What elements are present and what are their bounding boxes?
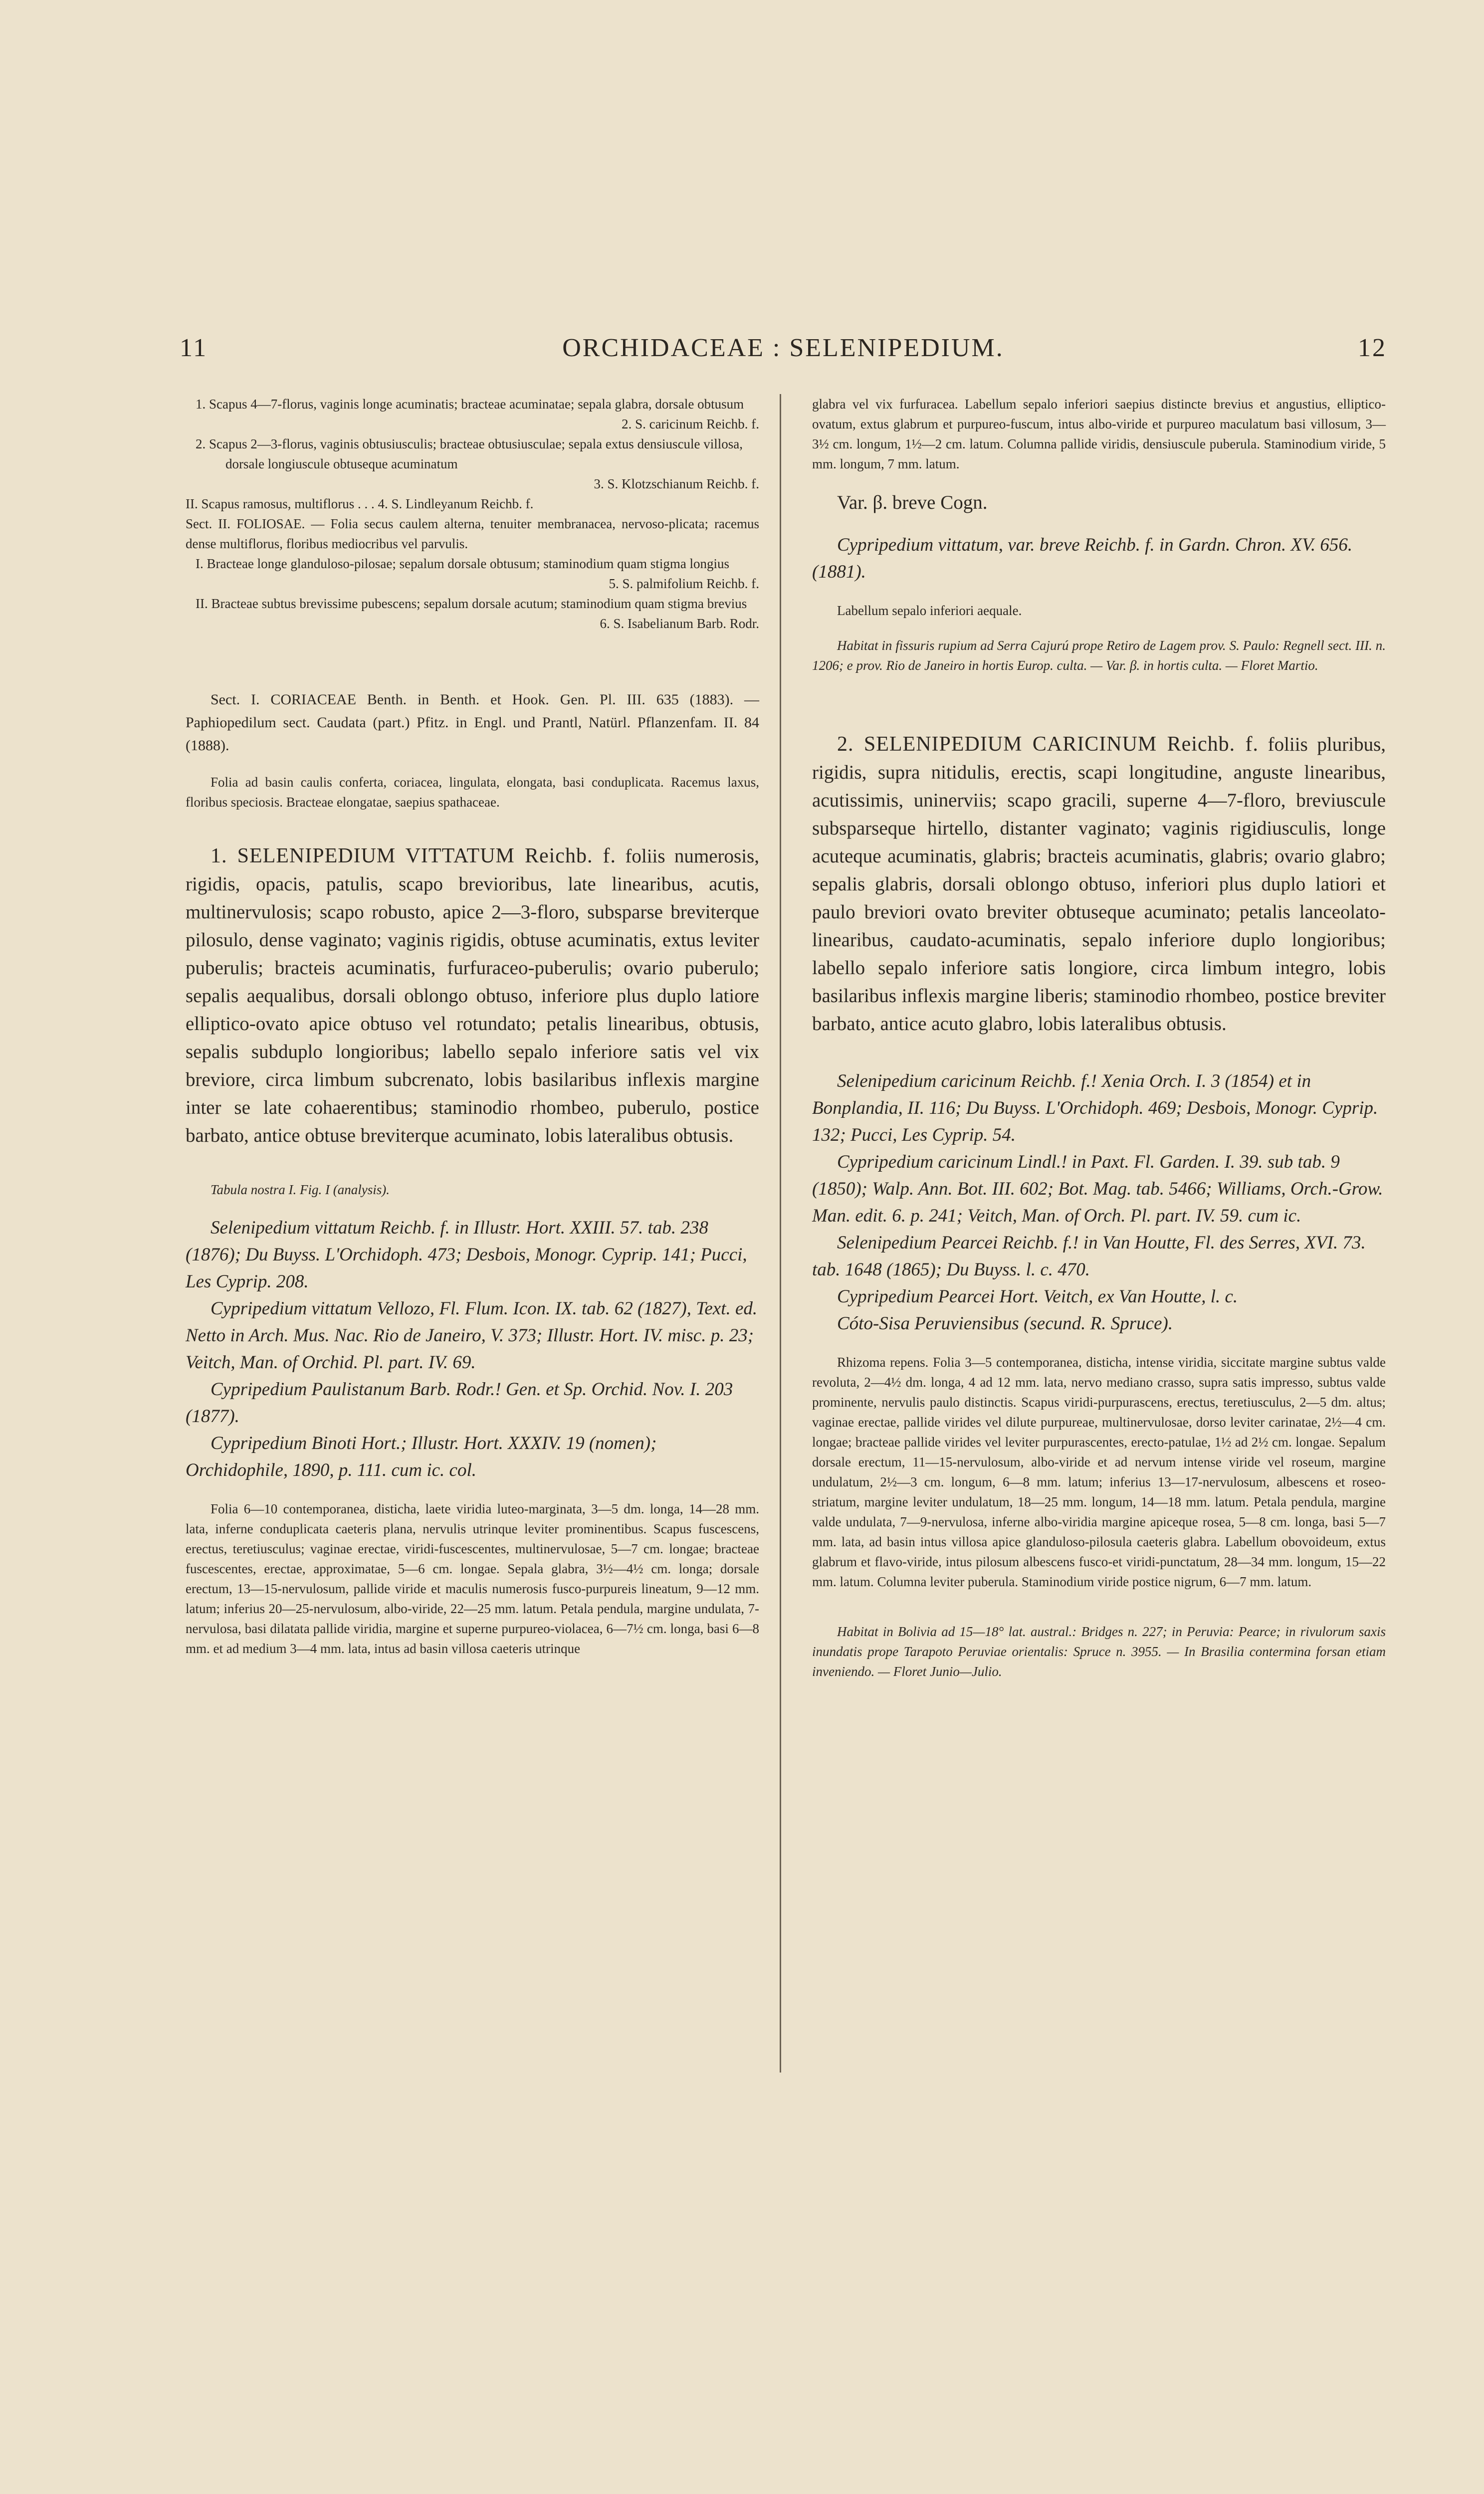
morphology-description: Folia 6—10 contemporanea, disticha, laete viridia luteo-marginata, 3—5 dm. longa, 14—28 mm. lata, inferne conduplicata caeteris plana, nervulis utrinque leviter prominentibus. Scapus fuscescens, erectus, teretiusculus; vaginae erectae, viridi-fuscescentes, multinervulosae, 5—7 cm. longae; bracteae fuscescentes, erectae, approximatae, 5—6 cm. longae. Sepala glabra, 3½—4½ cm. longa; dorsale erectum, 13—15-nervulosum, pallide viride et maculis numerosis fusco-purpureis lineatum, 9—12 mm. latum; inferius 20—25-nervulosum, albo-viride, 22—25 mm. latum. Petala pendula, margine undulata, 7-nervulosa, basi dilatata pallide viridia, margine et superne purpureo-violacea, 6—7½ cm. longa, basi 6—8 mm. et ad medium 3—4 mm. lata, intus ad basin villosa caeteris utrinque xyxy=(186,1501,759,1656)
running-title: ORCHIDACEAE : SELENIPEDIUM. xyxy=(562,334,1004,362)
synonym: Cypripedium Pearcei Hort. Veitch, ex Van Houtte, l. c. xyxy=(837,1286,1238,1307)
right-column xyxy=(812,394,1386,1681)
column-divider xyxy=(780,394,781,2073)
key-entry: II. Scapus ramosus, multiflorus . . . 4. S. Lindleyanum Reichb. f. xyxy=(186,496,534,511)
morphology-description: Rhizoma repens. Folia 3—5 contemporanea, disticha, intense viridia, siccitate margine subtus valde revoluta, 2—4½ dm. longa, 4 ad 12 mm. lata, nervo mediano crasso, supra satis impresso, subtus valde prominente, nervulis paulo distinctis. Scapus viridi-purpurascens, erectus, teretiusculus, 2—5 dm. altus; vaginae erectae, pallide virides vel dilute purpureae, multinervulosae, dorso leviter carinatae, 2½—4 cm. longae; bracteae pallide virides vel leviter purpurascentes, erecto-patulae, 1½ ad 2½ cm. longae. Sepalum dorsale erectum, 11—15-nervulosum, albo-viride et ad nervum intense viride vel roseum, margine undulatum, 2½—3 cm. longum, 6—8 mm. latum; inferius 13—17-nervulosum, albescens et roseo-striatum, margine leviter undulatum, 18—25 mm. longum, 14—18 mm. latum. Petala pendula, margine valde undulata, 7—9-nervulosa, inferne albo-viridia margine apiceque rosea, 5—8 cm. longa, basi 5—7 mm. lata, ad basin intus villosa apice glanduloso-pilosula caeteris glabra. Labellum obovoideum, extus glabrum et flavo-viride, intus pilosum albescens fusco-et viridi-punctatum, 28—34 mm. longum, 15—22 mm. latum. Columna leviter puberula. Staminodium viride postice nigrum, 6—7 mm. latum. xyxy=(812,1355,1386,1589)
left-column xyxy=(186,394,759,1659)
key-entry: I. Bracteae longe glanduloso-pilosae; sepalum dorsale obtusum; staminodium quam stigma longius xyxy=(196,556,730,571)
variety-synonym: Cypripedium vittatum, var. breve Reichb. f. in Gardn. Chron. XV. 656. (1881). xyxy=(812,535,1353,582)
section-foliosae: Sect. II. FOLIOSAE. — Folia secus caulem alterna, tenuiter membranacea, nervoso-plicata; racemus dense multiflorus, floribus mediocribus vel parvulis. xyxy=(186,516,759,551)
section-coriaceae: Sect. I. CORIACEAE Benth. in Benth. et Hook. Gen. Pl. III. 635 (1883). — Paphiopedilum sect. Caudata (part.) Pfitz. in Engl. und Prantl, Natürl. Pflanzenfam. II. 84 (1888). xyxy=(186,691,759,754)
plate-reference: Tabula nostra I. Fig. I (analysis). xyxy=(211,1182,390,1197)
key-species: 3. S. Klotzschianum Reichb. f. xyxy=(594,476,759,491)
synonym: Cypripedium caricinum Lindl.! in Paxt. Fl. Garden. I. 39. sub tab. 9 (1850); Walp. Ann. Bot. III. 602; Bot. Mag. tab. 5466; Williams, Orch.-Grow. Man. edit. 6. p. 241; Veitch, Man. of Orch. Pl. part. IV. 59. cum ic. xyxy=(812,1152,1383,1226)
page-number-left: 11 xyxy=(180,334,208,362)
key-species: 2. S. caricinum Reichb. f. xyxy=(622,416,759,431)
synonym: Cypripedium vittatum Vellozo, Fl. Flum. Icon. IX. tab. 62 (1827), Text. ed. Netto in Arch. Mus. Nac. Rio de Janeiro, V. 373; Illustr. Hort. IV. misc. p. 23; Veitch, Man. of Orchid. Pl. part. IV. 69. xyxy=(186,1298,758,1373)
species-2-diagnosis: foliis pluribus, rigidis, supra nitidulis, erectis, scapi longitudine, anguste linearibus, acutissimis, uninerviis; scapo gracili, superne 4—7-floro, breviuscule subsparseque hirtello, distanter vaginato; vaginis rigidiusculis, longe acuteque acuminatis, glabris; bracteis acuminatis, glabris; ovario glabro; sepalis glabris, dorsali oblongo obtuso, inferiori plus duplo latiori et paulo breviori ovato breviter obtuseque acuminato; petalis lanceolato-linearibus, caudato-acuminatis, sepalo inferiore duplo longioribus; labello sepalo inferiore satis longiore, circa limbum integro, lobis basilaribus inflexis margine liberis; staminodio rhombeo, postice breviter barbato, antice acuto glabro, lobis lateralibus obtusis. xyxy=(812,734,1386,1035)
synonym: Selenipedium vittatum Reichb. f. in Illustr. Hort. XXIII. 57. tab. 238 (1876); Du Buyss. L'Orchidoph. 473; Desbois, Monogr. Cyprip. 141; Pucci, Les Cyprip. 208. xyxy=(186,1218,747,1292)
species-key xyxy=(186,394,759,633)
species-2-description xyxy=(812,730,1386,1038)
synonym: Cypripedium Binoti Hort.; Illustr. Hort. XXXIV. 19 (nomen); Orchidophile, 1890, p. 111. cum ic. col. xyxy=(186,1433,657,1480)
variety-title: Var. β. breve Cogn. xyxy=(837,492,988,513)
species-1-diagnosis: foliis numerosis, rigidis, opacis, patulis, scapo brevioribus, late linearibus, acutis, multinervulosis; scapo robusto, apice 2—3-floro, subsparse breviterque pilosulo, dense vaginato; vaginis rigidis, obtuse acuminatis, extus leviter puberulis; bracteis acuminatis, furfuraceo-puberulis; ovario puberulo; sepalis aequalibus, dorsali oblongo obtuso, inferiore plus duplo latiore elliptico-ovato apice obtuso vel rotundato; petalis linearibus, obtusis, sepalis subduplo longioribus; labello sepalo inferiore satis vel vix breviore, circa limbum subcrenato, lobis basilaribus inflexis margine inter se late cohaerentibus; staminodio rhombeo, puberulo, postice barbato, antice obtuse breviterque acuminato, lobis lateralibus obtusis. xyxy=(186,845,759,1146)
running-header xyxy=(180,333,1387,373)
key-species: 5. S. palmifolium Reichb. f. xyxy=(609,576,759,591)
key-species: 6. S. Isabelianum Barb. Rodr. xyxy=(600,616,759,631)
species-1-description xyxy=(186,842,759,1150)
key-entry: 2. Scapus 2—3-florus, vaginis obtusiusculis; bracteae obtusiusculae; sepala extus densiuscule villosa, dorsale longiuscule obtuseque acuminatum xyxy=(196,436,743,471)
habitat: Habitat in Bolivia ad 15—18° lat. austral.: Bridges n. 227; in Peruvia: Pearce; in rivulorum saxis inundatis prope Tarapoto Peruviae orientalis: Spruce n. 3955. — In Brasilia contermina forsan etiam inveniendo. — Floret Junio—Julio. xyxy=(812,1624,1386,1679)
species-1-title: 1. SELENIPEDIUM VITTATUM Reichb. f. xyxy=(211,844,617,867)
variety-description: Labellum sepalo inferiori aequale. xyxy=(837,603,1022,618)
key-entry: 1. Scapus 4—7-florus, vaginis longe acuminatis; bracteae acuminatae; sepala glabra, dorsale obtusum xyxy=(196,397,744,412)
synonym: Selenipedium caricinum Reichb. f.! Xenia Orch. I. 3 (1854) et in Bonplandia, II. 116; Du Buyss. L'Orchidoph. 469; Desbois, Monogr. Cyprip. 132; Pucci, Les Cyprip. 54. xyxy=(812,1071,1378,1145)
habitat: Habitat in fissuris rupium ad Serra Cajurú prope Retiro de Lagem prov. S. Paulo: Regnell sect. III. n. 1206; e prov. Rio de Janeiro in hortis Europ. culta. — Var. β. in hortis culta. — Floret Martio. xyxy=(812,638,1386,673)
synonym: Cypripedium Paulistanum Barb. Rodr.! Gen. et Sp. Orchid. Nov. I. 203 (1877). xyxy=(186,1379,733,1427)
vernacular-name: Cóto-Sisa Peruviensibus (secund. R. Spruce). xyxy=(837,1313,1173,1334)
section-description: Folia ad basin caulis conferta, coriacea, lingulata, elongata, basi conduplicata. Racemus laxus, floribus speciosis. Bracteae elongatae, saepius spathaceae. xyxy=(186,775,759,810)
page-number-right: 12 xyxy=(1358,334,1387,362)
synonym: Selenipedium Pearcei Reichb. f.! in Van Houtte, Fl. des Serres, XVI. 73. tab. 1648 (1865); Du Buyss. l. c. 470. xyxy=(812,1233,1366,1280)
key-entry: II. Bracteae subtus brevissime pubescens; sepalum dorsale acutum; staminodium quam stigma brevius xyxy=(196,596,747,611)
description-continued: glabra vel vix furfuracea. Labellum sepalo inferiori saepius distincte brevius et angustius, elliptico-ovatum, extus glabrum et purpureo-fuscum, intus albo-viride et purpureo maculatum basi villosum, 3—3½ cm. longum, 1½—2 cm. latum. Columna pallide viridis, densiuscule puberula. Staminodium viride, 5 mm. longum, 7 mm. latum. xyxy=(812,397,1386,471)
species-2-title: 2. SELENIPEDIUM CARICINUM Reichb. f. xyxy=(837,733,1259,756)
